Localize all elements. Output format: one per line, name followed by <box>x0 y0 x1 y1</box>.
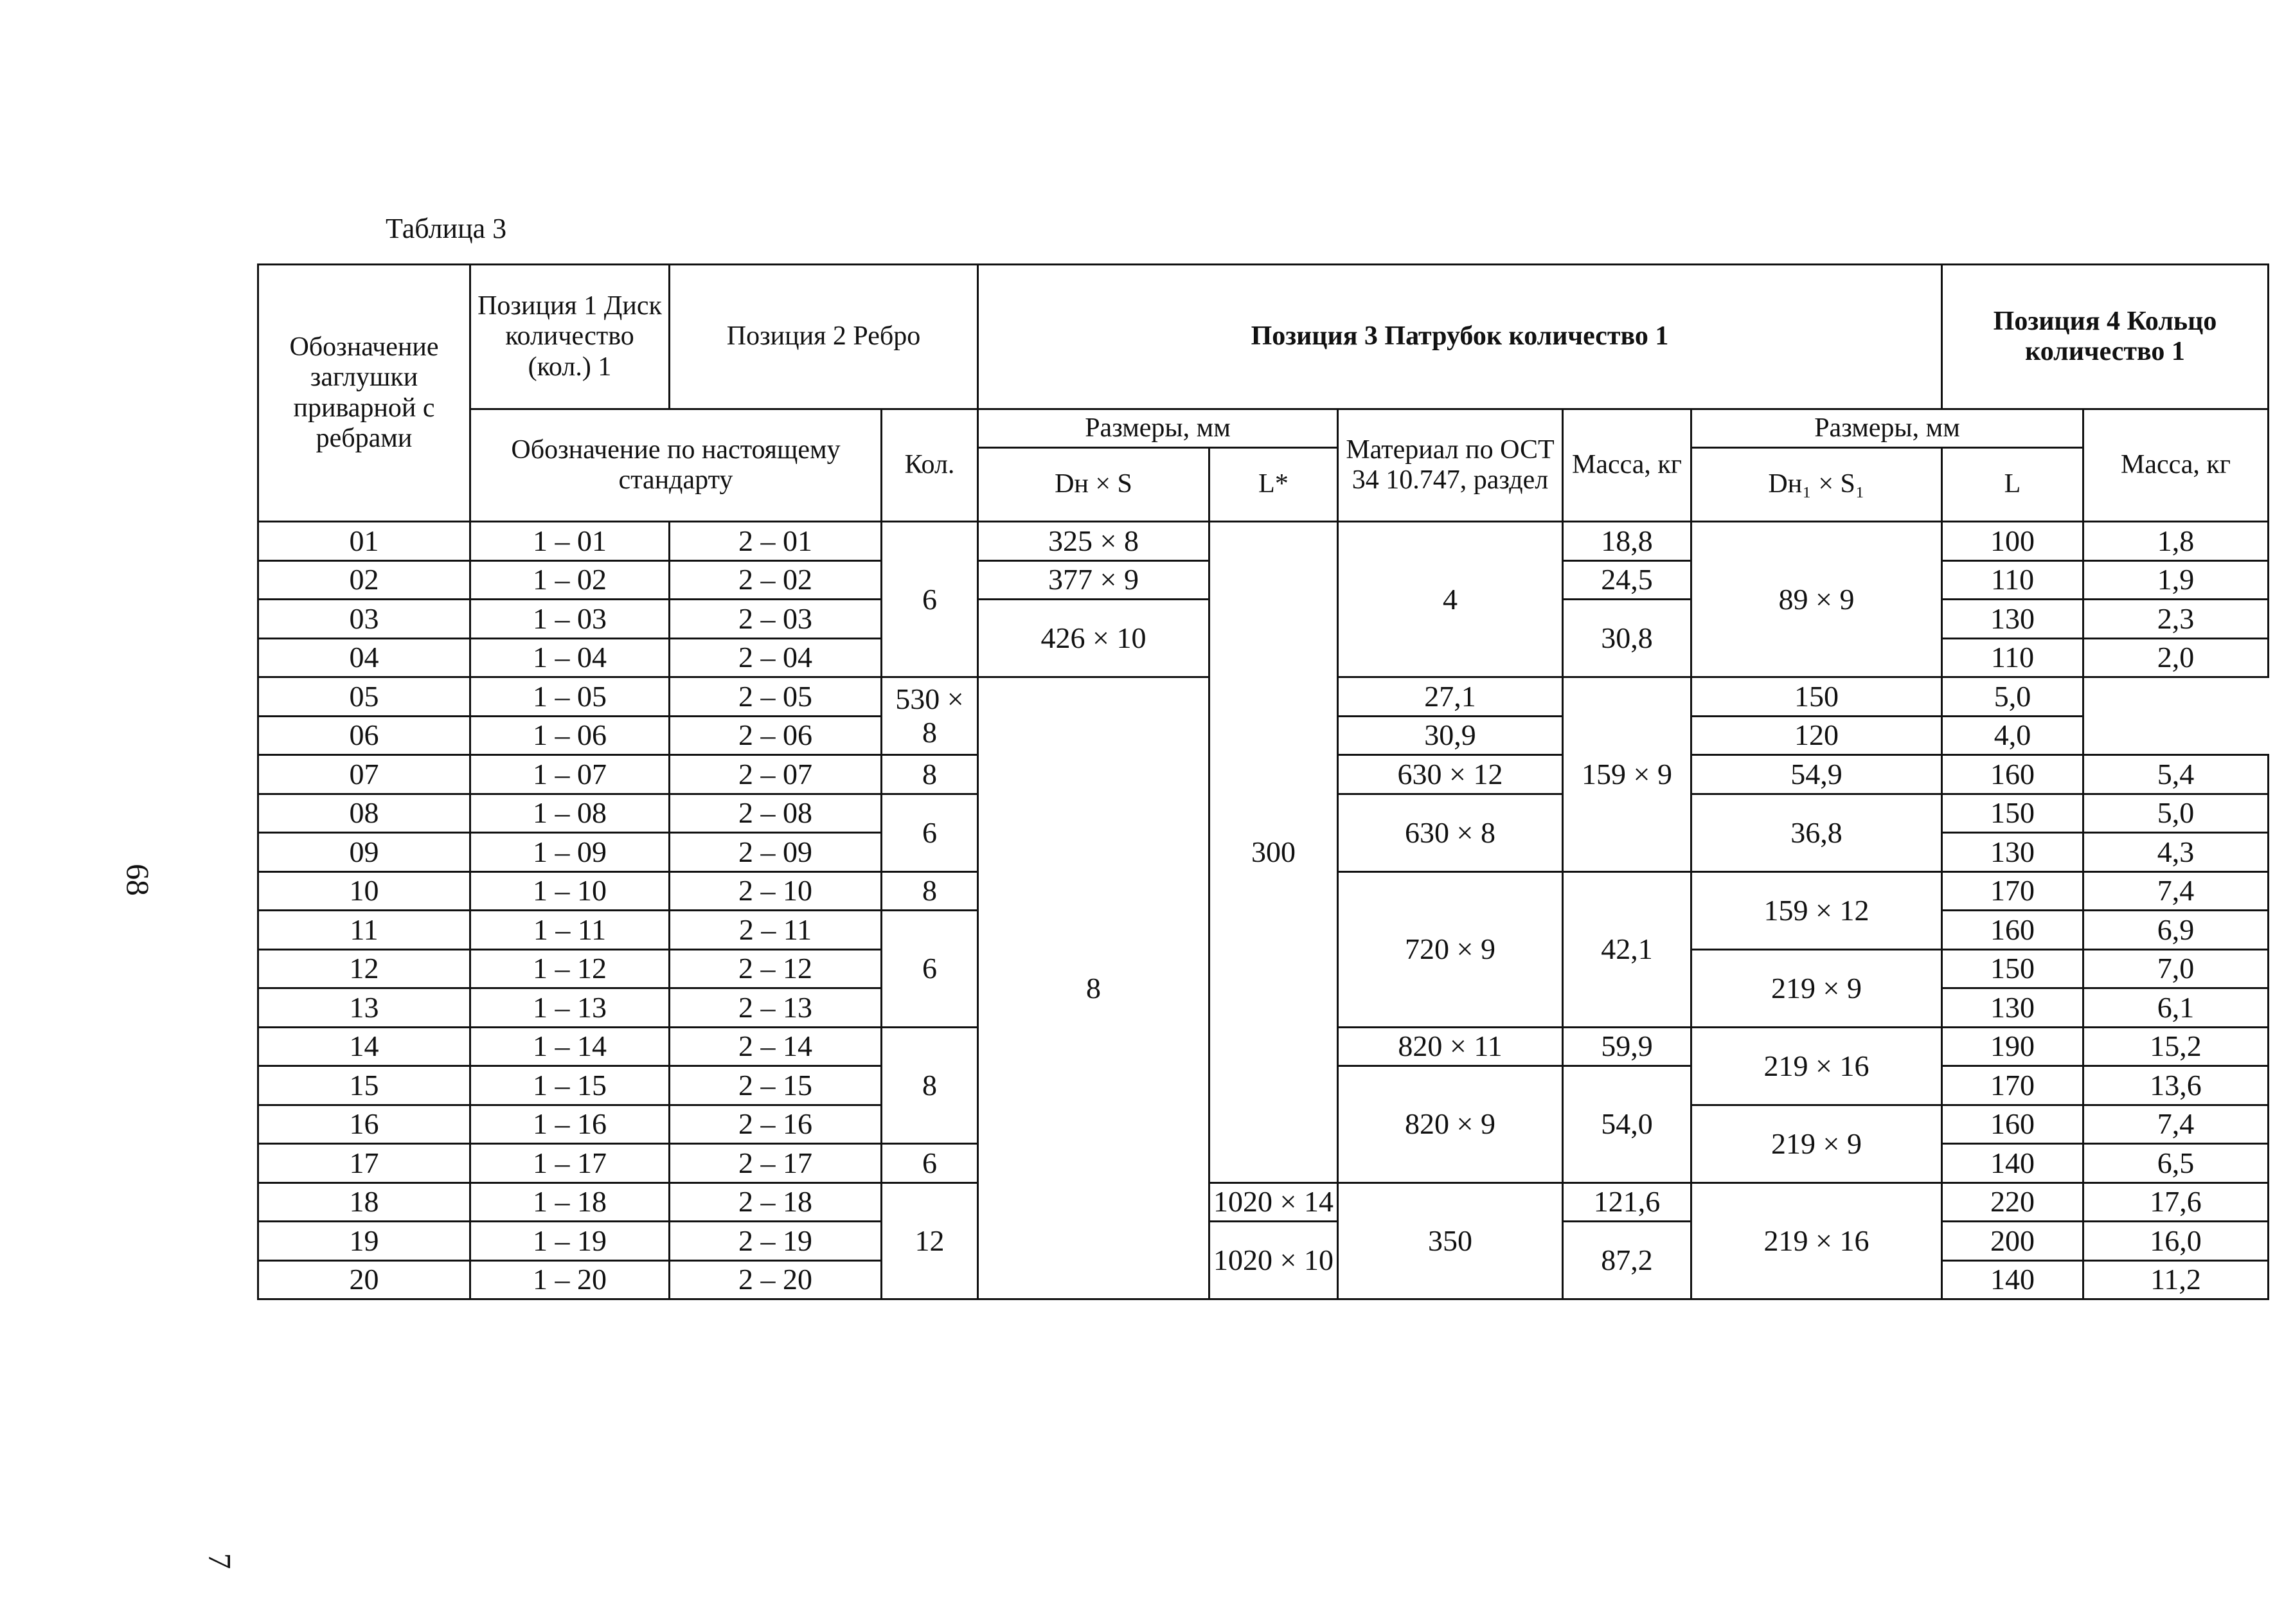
p4-l-cell: 140 <box>1942 1144 2083 1183</box>
table-row <box>258 522 2269 561</box>
designation-cell: 11 <box>258 911 470 950</box>
specification-table <box>257 263 2269 1300</box>
pos1-cell: 1 – 14 <box>470 1027 670 1066</box>
table-row <box>258 1182 2269 1222</box>
pos1-cell: 1 – 05 <box>470 677 670 717</box>
p4-mass-cell: 5,4 <box>2083 755 2269 794</box>
designation-cell: 08 <box>258 794 470 833</box>
pos2-cell: 2 – 04 <box>670 638 882 677</box>
p3-mass-cell: 87,2 <box>1563 1222 1691 1299</box>
p3-dn-s-cell: 1020 × 10 <box>1209 1222 1338 1299</box>
designation-cell: 16 <box>258 1105 470 1144</box>
pos2-cell: 2 – 08 <box>670 794 882 833</box>
pos1-cell: 1 – 19 <box>470 1222 670 1261</box>
p4-mass-cell: 5,0 <box>1942 677 2083 717</box>
pos1-cell: 1 – 06 <box>470 716 670 755</box>
p3-mass-cell: 18,8 <box>1563 522 1691 561</box>
p3-mass-cell: 54,0 <box>1563 1066 1691 1183</box>
p4-mass-cell: 7,0 <box>2083 949 2269 988</box>
pos1-cell: 1 – 17 <box>470 1144 670 1183</box>
qty-cell: 6 <box>882 1144 978 1183</box>
p4-l-cell: 110 <box>1942 638 2083 677</box>
p4-l-cell: 120 <box>1691 716 1942 755</box>
p4-mass-cell: 13,6 <box>2083 1066 2269 1105</box>
p4-dn-s-cell: 219 × 9 <box>1691 949 1942 1027</box>
p3-dn-s-cell: 426 × 10 <box>978 600 1209 677</box>
qty-cell: 12 <box>882 1182 978 1299</box>
pos2-cell: 2 – 10 <box>670 871 882 911</box>
p4-l-cell: 170 <box>1942 871 2083 911</box>
header-pos2: Позиция 2 Ребро <box>670 265 978 409</box>
p4-dn-s-cell: 89 × 9 <box>1691 522 1942 677</box>
p4-l-cell: 140 <box>1942 1260 2083 1299</box>
qty-cell: 8 <box>882 1027 978 1144</box>
p3-mass-cell: 54,9 <box>1691 755 1942 794</box>
qty-cell: 6 <box>882 794 978 871</box>
p4-mass-cell: 7,4 <box>2083 871 2269 911</box>
p3-dn-s-cell: 325 × 8 <box>978 522 1209 561</box>
qty-cell: 8 <box>882 755 978 794</box>
pos1-cell: 1 – 04 <box>470 638 670 677</box>
p4-dn-s-cell: 219 × 16 <box>1691 1182 1942 1299</box>
pos2-cell: 2 – 02 <box>670 560 882 600</box>
p3-mass-cell: 59,9 <box>1563 1027 1691 1066</box>
p3-material-cell: 8 <box>978 677 1209 1299</box>
p4-l-cell: 130 <box>1942 988 2083 1028</box>
p3-mass-cell: 30,8 <box>1563 600 1691 677</box>
p4-mass-cell: 6,5 <box>2083 1144 2269 1183</box>
designation-cell: 18 <box>258 1182 470 1222</box>
header-std-designation: Обозначение по настоящему стандарту <box>470 409 882 522</box>
table-caption: Таблица 3 <box>386 213 507 244</box>
p3-mass-cell: 121,6 <box>1563 1182 1691 1222</box>
header-pos4: Позиция 4 Кольцо количество 1 <box>1942 265 2269 409</box>
pos1-cell: 1 – 02 <box>470 560 670 600</box>
p3-l-cell: 350 <box>1338 1182 1563 1299</box>
designation-cell: 06 <box>258 716 470 755</box>
pos1-cell: 1 – 11 <box>470 911 670 950</box>
pos2-cell: 2 – 05 <box>670 677 882 717</box>
p3-dn-s-cell: 377 × 9 <box>978 560 1209 600</box>
header-designation: Обозначение заглушки приварной с ребрами <box>258 265 470 522</box>
pos1-cell: 1 – 13 <box>470 988 670 1028</box>
qty-cell: 8 <box>882 871 978 911</box>
designation-cell: 05 <box>258 677 470 717</box>
pos2-cell: 2 – 01 <box>670 522 882 561</box>
p3-mass-cell: 27,1 <box>1338 677 1563 717</box>
p3-dn-s-cell: 530 × 8 <box>882 677 978 755</box>
pos2-cell: 2 – 14 <box>670 1027 882 1066</box>
header-p3-mass: Масса, кг <box>1563 409 1691 522</box>
p3-mass-cell: 36,8 <box>1691 794 1942 871</box>
header-p4-dn-s: Dн₁ × S₁ <box>1691 448 1942 522</box>
designation-cell: 02 <box>258 560 470 600</box>
p4-l-cell: 200 <box>1942 1222 2083 1261</box>
designation-cell: 10 <box>258 871 470 911</box>
p4-mass-cell: 15,2 <box>2083 1027 2269 1066</box>
p3-dn-s-cell: 1020 × 14 <box>1209 1182 1338 1222</box>
pos2-cell: 2 – 19 <box>670 1222 882 1261</box>
designation-cell: 07 <box>258 755 470 794</box>
p4-l-cell: 160 <box>1942 1105 2083 1144</box>
p4-mass-cell: 16,0 <box>2083 1222 2269 1261</box>
designation-cell: 03 <box>258 600 470 639</box>
table-row <box>258 1222 2269 1261</box>
header-pos1: Позиция 1 Диск количество (кол.) 1 <box>470 265 670 409</box>
pos1-cell: 1 – 03 <box>470 600 670 639</box>
pos2-cell: 2 – 09 <box>670 833 882 872</box>
pos2-cell: 2 – 18 <box>670 1182 882 1222</box>
pos1-cell: 1 – 16 <box>470 1105 670 1144</box>
pos2-cell: 2 – 17 <box>670 1144 882 1183</box>
header-p4-mass: Масса, кг <box>2083 409 2269 522</box>
pos2-cell: 2 – 12 <box>670 949 882 988</box>
page-number: 68 <box>120 864 156 896</box>
designation-cell: 09 <box>258 833 470 872</box>
p3-dn-s-cell: 720 × 9 <box>1338 871 1563 1027</box>
header-pos3: Позиция 3 Патрубок количество 1 <box>978 265 1942 409</box>
p4-l-cell: 160 <box>1942 755 2083 794</box>
header-p3-dims: Размеры, мм <box>978 409 1338 448</box>
p4-mass-cell: 6,9 <box>2083 911 2269 950</box>
p4-mass-cell: 6,1 <box>2083 988 2269 1028</box>
designation-cell: 01 <box>258 522 470 561</box>
p4-dn-s-cell: 219 × 9 <box>1691 1105 1942 1182</box>
p4-l-cell: 130 <box>1942 600 2083 639</box>
header-qty: Кол. <box>882 409 978 522</box>
p4-mass-cell: 11,2 <box>2083 1260 2269 1299</box>
p3-mass-cell: 42,1 <box>1563 871 1691 1027</box>
p4-mass-cell: 2,3 <box>2083 600 2269 639</box>
pos1-cell: 1 – 07 <box>470 755 670 794</box>
p4-dn-s-cell: 159 × 12 <box>1691 871 1942 949</box>
side-mark: 7 <box>202 1553 238 1569</box>
p3-dn-s-cell: 630 × 12 <box>1338 755 1563 794</box>
designation-cell: 20 <box>258 1260 470 1299</box>
p4-mass-cell: 2,0 <box>2083 638 2269 677</box>
p4-l-cell: 100 <box>1942 522 2083 561</box>
qty-cell: 6 <box>882 911 978 1028</box>
header-p3-dn-s: Dн × S <box>978 448 1209 522</box>
pos2-cell: 2 – 06 <box>670 716 882 755</box>
pos1-cell: 1 – 10 <box>470 871 670 911</box>
pos1-cell: 1 – 20 <box>470 1260 670 1299</box>
pos1-cell: 1 – 15 <box>470 1066 670 1105</box>
pos1-cell: 1 – 12 <box>470 949 670 988</box>
pos2-cell: 2 – 15 <box>670 1066 882 1105</box>
p3-mass-cell: 24,5 <box>1563 560 1691 600</box>
pos2-cell: 2 – 11 <box>670 911 882 950</box>
header-p3-material: Материал по ОСТ 34 10.747, раздел <box>1338 409 1563 522</box>
p4-l-cell: 150 <box>1691 677 1942 717</box>
p3-dn-s-cell: 820 × 11 <box>1338 1027 1563 1066</box>
designation-cell: 12 <box>258 949 470 988</box>
p4-dn-s-cell: 219 × 16 <box>1691 1027 1942 1105</box>
designation-cell: 15 <box>258 1066 470 1105</box>
header-p4-l: L <box>1942 448 2083 522</box>
p4-mass-cell: 1,9 <box>2083 560 2269 600</box>
pos2-cell: 2 – 13 <box>670 988 882 1028</box>
designation-cell: 04 <box>258 638 470 677</box>
pos2-cell: 2 – 16 <box>670 1105 882 1144</box>
pos1-cell: 1 – 01 <box>470 522 670 561</box>
p4-l-cell: 150 <box>1942 949 2083 988</box>
p4-l-cell: 190 <box>1942 1027 2083 1066</box>
p4-l-cell: 150 <box>1942 794 2083 833</box>
designation-cell: 17 <box>258 1144 470 1183</box>
p4-dn-s-cell: 159 × 9 <box>1563 677 1691 872</box>
designation-cell: 13 <box>258 988 470 1028</box>
pos1-cell: 1 – 09 <box>470 833 670 872</box>
p4-l-cell: 160 <box>1942 911 2083 950</box>
p4-l-cell: 170 <box>1942 1066 2083 1105</box>
pos1-cell: 1 – 08 <box>470 794 670 833</box>
p4-mass-cell: 4,3 <box>2083 833 2269 872</box>
p4-mass-cell: 1,8 <box>2083 522 2269 561</box>
p3-material-cell: 4 <box>1338 522 1563 677</box>
qty-cell: 6 <box>882 522 978 677</box>
pos2-cell: 2 – 03 <box>670 600 882 639</box>
pos2-cell: 2 – 20 <box>670 1260 882 1299</box>
header-p4-dims: Размеры, мм <box>1691 409 2083 448</box>
p3-l-cell: 300 <box>1209 522 1338 1183</box>
header-p3-l: L* <box>1209 448 1338 522</box>
p4-l-cell: 110 <box>1942 560 2083 600</box>
p4-mass-cell: 5,0 <box>2083 794 2269 833</box>
pos2-cell: 2 – 07 <box>670 755 882 794</box>
pos1-cell: 1 – 18 <box>470 1182 670 1222</box>
p4-mass-cell: 4,0 <box>1942 716 2083 755</box>
p4-l-cell: 220 <box>1942 1182 2083 1222</box>
designation-cell: 19 <box>258 1222 470 1261</box>
designation-cell: 14 <box>258 1027 470 1066</box>
p4-l-cell: 130 <box>1942 833 2083 872</box>
p4-mass-cell: 7,4 <box>2083 1105 2269 1144</box>
p3-dn-s-cell: 820 × 9 <box>1338 1066 1563 1183</box>
p4-mass-cell: 17,6 <box>2083 1182 2269 1222</box>
p3-mass-cell: 30,9 <box>1338 716 1563 755</box>
p3-dn-s-cell: 630 × 8 <box>1338 794 1563 871</box>
